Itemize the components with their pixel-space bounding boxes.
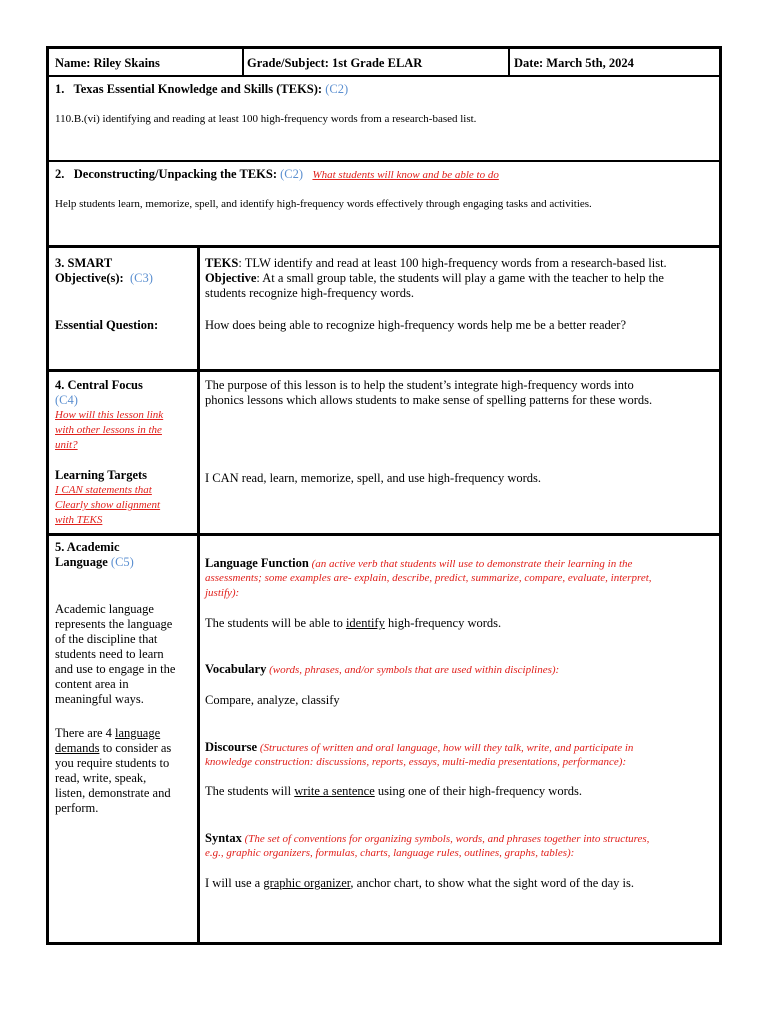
unpack-heading — [55, 167, 499, 182]
function-text-a: The students will be able to — [205, 616, 346, 630]
discourse-label: Discourse — [205, 740, 258, 754]
academic-desc-line: and use to engage in the — [55, 662, 176, 676]
column-divider — [508, 49, 510, 76]
targets-text: I CAN read, learn, memorize, spell, and use high-frequency words. — [205, 471, 541, 485]
central-focus-label: 4. Central Focus — [55, 378, 143, 392]
function-label: Language Function — [205, 556, 309, 570]
discourse-note-2: knowledge construction: discussions, reports, essays, multi-media presentations, performance): — [205, 756, 627, 768]
demands-b: language — [115, 726, 161, 740]
lesson-date: Date: March 5th, 2024 — [514, 56, 634, 70]
demands-rest-line: listen, demonstrate and — [55, 786, 171, 800]
discourse-heading — [205, 740, 633, 755]
column-divider — [242, 49, 244, 76]
function-text — [205, 616, 501, 631]
discourse-text-c: using one of their high-frequency words. — [374, 784, 582, 798]
syntax-heading — [205, 831, 649, 846]
syntax-label: Syntax — [205, 831, 242, 845]
academic-desc-line: students need to learn — [55, 647, 164, 661]
function-heading — [205, 556, 632, 571]
demands-rest — [55, 756, 171, 816]
discourse-note-1: (Structures of written and oral language, how will they talk, write, and participate in — [257, 742, 634, 754]
essential-question-text: How does being able to recognize high-frequency words help me be a better reader? — [205, 318, 627, 332]
syntax-note-2: e.g., graphic organizers, formulas, charts, language rules, outlines, graphs, tables): — [205, 847, 575, 859]
syntax-text-b: graphic organizer — [263, 876, 351, 890]
focus-prompt-3: unit? — [55, 439, 78, 451]
academic-desc-line: meaningful ways. — [55, 692, 144, 706]
syntax-text-a: I will use a — [205, 876, 264, 890]
unpack-note-b: know — [396, 169, 420, 181]
row-divider — [49, 245, 719, 248]
targets-prompt-2: Clearly show alignment — [55, 499, 161, 511]
smart-label-text: Objective(s): — [55, 271, 124, 285]
row-divider — [49, 75, 719, 77]
column-divider — [197, 247, 200, 945]
targets-prompt-3: with TEKS — [55, 514, 103, 526]
learning-targets-label: Learning Targets — [55, 468, 148, 482]
essential-question-label: Essential Question: — [55, 318, 159, 332]
academic-desc-line: represents the language — [55, 617, 173, 631]
academic-desc-line: Academic language — [55, 602, 154, 616]
demands-rest-line: you require students to — [55, 756, 170, 770]
objective-label: Objective — [205, 271, 257, 285]
smart-label-line1: 3. SMART — [55, 256, 113, 270]
function-text-b: identify — [345, 616, 385, 630]
academic-code: (C5) — [110, 555, 134, 569]
teks-heading — [55, 82, 348, 97]
academic-desc-line: content area in — [55, 677, 129, 691]
syntax-text — [205, 876, 634, 891]
unpack-note — [312, 169, 498, 181]
vocab-note: (words, phrases, and/or symbols that are used within disciplines): — [266, 664, 560, 676]
focus-prompt-2: with other lessons in the — [55, 424, 162, 436]
central-focus-code: (C4) — [55, 393, 78, 407]
row-divider — [49, 533, 719, 536]
academic-label-text: Language — [55, 555, 108, 569]
row-divider — [49, 369, 719, 372]
function-note-1: (an active verb that students will use to demonstrate their learning in the — [308, 558, 633, 570]
demands-a: There are 4 — [55, 726, 116, 740]
demands-rest-line: read, write, speak, — [55, 771, 147, 785]
unpack-code: (C2) — [280, 167, 304, 181]
focus-text-1: The purpose of this lesson is to help the student’s integrate high-frequency words into — [205, 378, 634, 392]
teks-objective-line — [205, 256, 667, 271]
focus-text-2: phonics lessons which allows students to make sense of spelling patterns for these words. — [205, 393, 653, 407]
teks-code: (C2) — [325, 82, 349, 96]
teks-label: TEKS — [205, 256, 239, 270]
targets-prompt-1: I CAN statements that — [55, 484, 152, 496]
objective-line — [205, 271, 664, 286]
vocab-text: Compare, analyze, classify — [205, 693, 340, 707]
unpack-heading-text: 2. Deconstructing/Unpacking the TEKS: — [55, 167, 278, 181]
unpack-note-a: What students will — [312, 169, 397, 181]
academic-desc-line: of the discipline that — [55, 632, 158, 646]
student-name: Name: Riley Skains — [55, 56, 160, 70]
function-note-3: justify): — [205, 587, 240, 599]
objective-text-2: students recognize high-frequency words. — [205, 286, 414, 300]
function-text-c: high-frequency words. — [384, 616, 502, 630]
teks-body: 110.B.(vi) identifying and reading at least 100 high-frequency words from a research-based list. — [55, 113, 477, 125]
academic-label-line1: 5. Academic — [55, 540, 120, 554]
lesson-plan-table — [46, 46, 722, 945]
function-note-2: assessments; some examples are- explain, describe, predict, summarize, compare, evaluate, interpret, — [205, 572, 652, 584]
syntax-note-1: (The set of conventions for organizing symbols, words, and phrases together into structures, — [241, 833, 650, 845]
teks-text: : TLW identify and read at least 100 high-frequency words from a research-based list. — [238, 256, 667, 270]
syntax-text-c: , anchor chart, to show what the sight word of the day is. — [350, 876, 635, 890]
row-divider — [49, 160, 719, 162]
unpack-note-c: and be able to do — [419, 169, 499, 181]
demands-line1 — [55, 726, 160, 741]
discourse-text-b: write a sentence — [294, 784, 375, 798]
smart-label-line2 — [55, 271, 153, 286]
demands-rest-line: perform. — [55, 801, 99, 815]
vocab-label: Vocabulary — [205, 662, 267, 676]
vocab-heading — [205, 662, 559, 677]
teks-heading-text: 1. Texas Essential Knowledge and Skills (TEKS): — [55, 82, 323, 96]
smart-code: (C3) — [129, 271, 153, 285]
academic-label-line2 — [55, 555, 134, 570]
demands-d: to consider as — [99, 741, 172, 755]
grade-subject: Grade/Subject: 1st Grade ELAR — [247, 56, 423, 70]
objective-text-1: : At a small group table, the students will play a game with the teacher to help the — [256, 271, 664, 285]
unpack-body: Help students learn, memorize, spell, and identify high-frequency words effectively through engaging tasks and activities. — [55, 198, 592, 210]
focus-prompt-1: How will this lesson link — [55, 409, 164, 421]
demands-c: demands — [55, 741, 100, 755]
demands-line2 — [55, 741, 171, 756]
academic-desc — [55, 602, 175, 707]
discourse-text-a: The students will — [205, 784, 295, 798]
discourse-text — [205, 784, 582, 799]
